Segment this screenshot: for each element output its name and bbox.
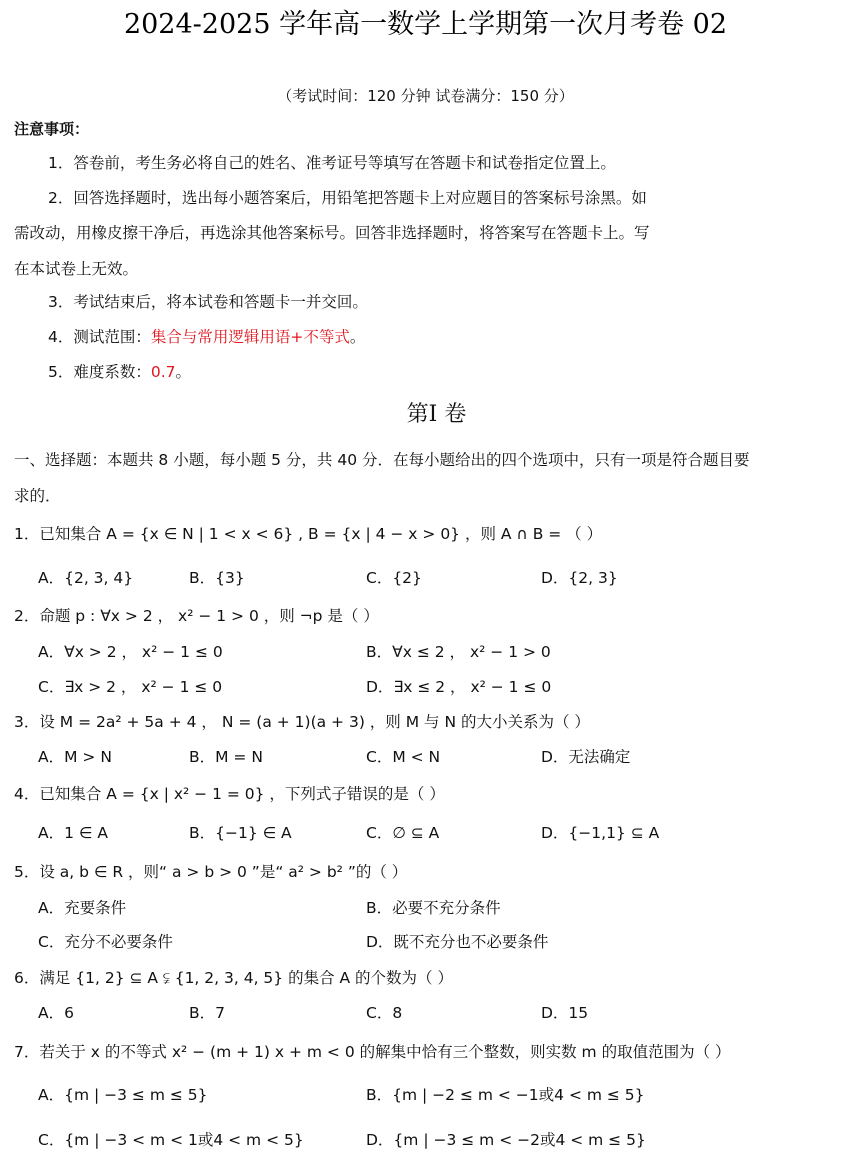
notice-item-2-line-3: 在本试卷上无效。 [14, 260, 139, 278]
q3-option-c: C．M < N [366, 748, 441, 766]
notice-item-4-end: 。 [349, 328, 366, 346]
q7-option-d: D．{m | −3 ≤ m < −2或4 < m ≤ 5} [366, 1131, 646, 1149]
q4-option-c: C．∅ ⊆ A [366, 824, 440, 842]
question-4-stem: 4．已知集合 A = {x | x² − 1 = 0} ，下列式子错误的是（ ） [14, 785, 445, 803]
notice-item-2-line-1: 2．回答选择题时，选出每小题答案后，用铅笔把答题卡上对应题目的答案标号涂黑。如 [48, 189, 647, 207]
notice-item-4-label: 4．测试范围： [48, 328, 151, 346]
q4-option-d: D．{−1,1} ⊆ A [541, 824, 660, 842]
q6-option-d: D．15 [541, 1004, 589, 1022]
q2-option-b: B．∀x ≤ 2 ， x² − 1 > 0 [366, 643, 551, 661]
q2-option-a: A．∀x > 2 ， x² − 1 ≤ 0 [38, 643, 223, 661]
part1-intro-line-1: 一、选择题：本题共 8 小题，每小题 5 分，共 40 分．在每小题给出的四个选项中，只有一项是符合题目要 [14, 451, 750, 469]
notice-item-4 [48, 325, 365, 347]
notice-heading: 注意事项： [14, 120, 90, 138]
q3-option-b: B．M = N [189, 748, 263, 766]
q7-option-a: A．{m | −3 ≤ m ≤ 5} [38, 1086, 208, 1104]
difficulty-value: 0.7 [150, 363, 176, 381]
q5-option-b: B．必要不充分条件 [366, 899, 501, 917]
q4-option-a: A．1 ∈ A [38, 824, 108, 842]
notice-item-1: 1．答卷前，考生务必将自己的姓名、准考证号等填写在答题卡和试卷指定位置上。 [48, 154, 616, 172]
q5-option-a: A．充要条件 [38, 899, 127, 917]
q3-option-a: A．M > N [38, 748, 112, 766]
notice-item-5-label: 5．难度系数： [48, 363, 151, 381]
section-title: 第Ⅰ 卷 [406, 402, 467, 427]
part1-intro-line-2: 求的． [14, 487, 61, 505]
notice-item-5 [48, 360, 191, 382]
question-3-stem: 3．设 M = 2a² + 5a + 4 ， N = (a + 1)(a + 3) ，则 M 与 N 的大小关系为（ ） [14, 713, 590, 731]
q6-option-b: B．7 [189, 1004, 225, 1022]
q6-option-c: C．8 [366, 1004, 403, 1022]
q1-option-d: D．{2, 3} [541, 569, 618, 587]
q4-option-b: B．{−1} ∈ A [189, 824, 292, 842]
q3-option-d: D．无法确定 [541, 748, 631, 766]
question-1-stem: 1．已知集合 A = {x ∈ N | 1 < x < 6} , B = {x | 4 − x > 0} ，则 A ∩ B = （ ） [14, 525, 603, 543]
question-5-stem: 5．设 a, b ∈ R ，则“ a > b > 0 ”是“ a² > b² ”的（ ） [14, 863, 408, 881]
q7-option-c: C．{m | −3 < m < 1或4 < m < 5} [38, 1131, 304, 1149]
question-6-stem: 6．满足 {1, 2} ⊆ A ⫋ {1, 2, 3, 4, 5} 的集合 A 的个数为（ ） [14, 969, 453, 987]
q5-option-d: D．既不充分也不必要条件 [366, 933, 549, 951]
question-2-stem: 2．命题 p : ∀x > 2 ， x² − 1 > 0 ，则 ¬p 是（ ） [14, 607, 379, 625]
notice-item-2-line-2: 需改动，用橡皮擦干净后，再选涂其他答案标号。回答非选择题时，将答案写在答题卡上。写 [14, 224, 650, 242]
q1-option-a: A．{2, 3, 4} [38, 569, 134, 587]
q2-option-c: C．∃x > 2 ， x² − 1 ≤ 0 [38, 678, 223, 696]
q1-option-b: B．{3} [189, 569, 245, 587]
q7-option-b: B．{m | −2 ≤ m < −1或4 < m ≤ 5} [366, 1086, 645, 1104]
notice-item-5-end: 。 [175, 363, 192, 381]
q1-option-c: C．{2} [366, 569, 422, 587]
q5-option-c: C．充分不必要条件 [38, 933, 173, 951]
question-7-stem: 7．若关于 x 的不等式 x² − (m + 1) x + m < 0 的解集中恰有三个整数，则实数 m 的取值范围为（ ） [14, 1043, 731, 1061]
q6-option-a: A．6 [38, 1004, 74, 1022]
exam-subtitle: （考试时间：120 分钟 试卷满分：150 分） [277, 87, 574, 105]
exam-title: 2024-2025 学年高一数学上学期第一次月考卷 02 [123, 9, 728, 40]
notice-item-3: 3．考试结束后，将本试卷和答题卡一并交回。 [48, 293, 368, 311]
test-scope: 集合与常用逻辑用语+不等式 [150, 328, 350, 346]
q2-option-d: D．∃x ≤ 2 ， x² − 1 ≤ 0 [366, 678, 552, 696]
